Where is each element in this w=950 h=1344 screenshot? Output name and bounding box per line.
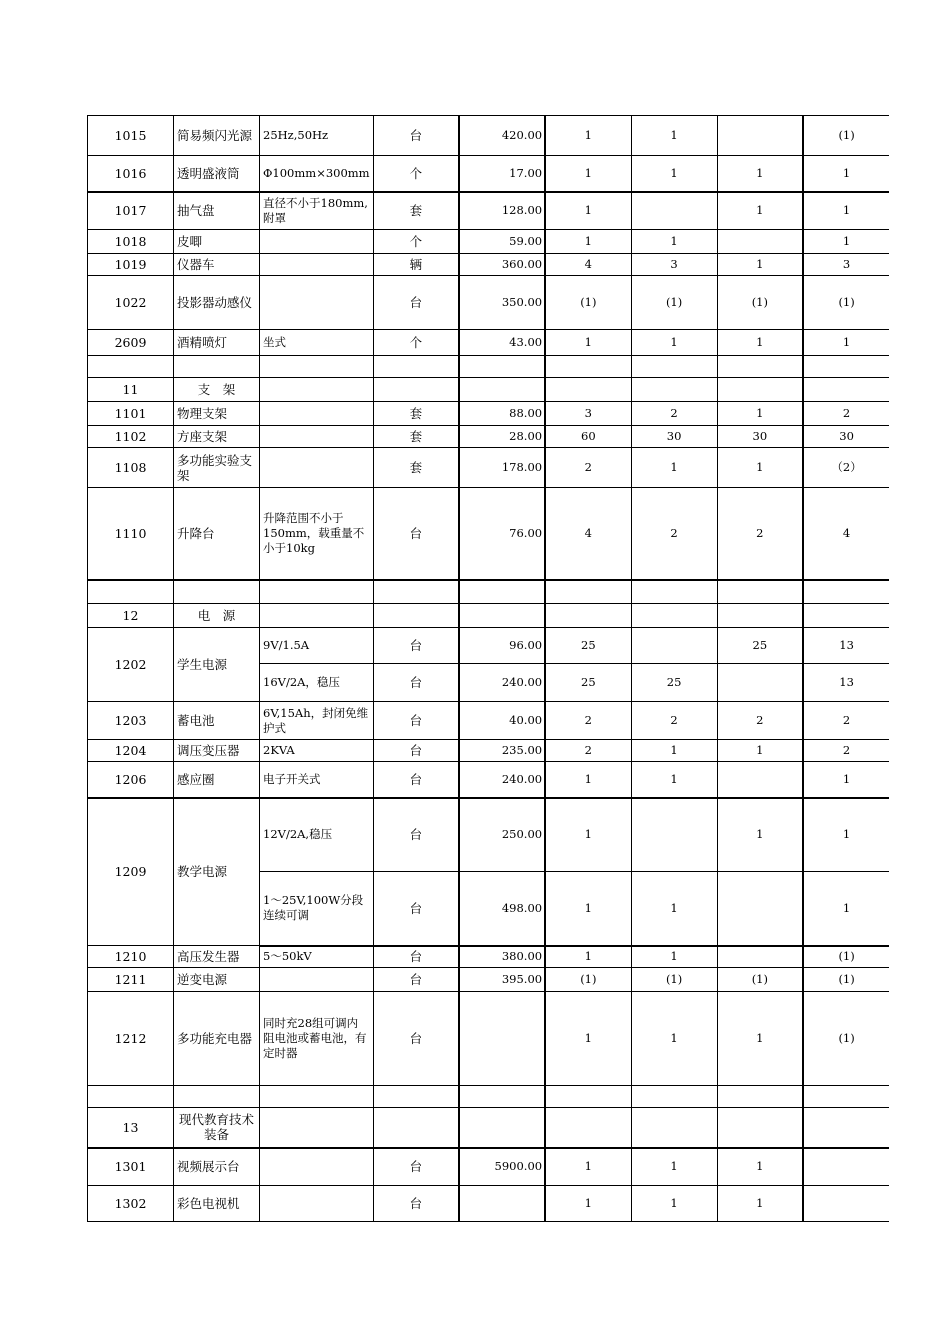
qty-col-4: 1 <box>803 798 889 872</box>
qty-col-3 <box>717 356 803 378</box>
item-code: 1203 <box>88 702 174 740</box>
qty-col-3 <box>717 946 803 968</box>
qty-col-1: (1) <box>545 968 631 992</box>
qty-col-3: 1 <box>717 1186 803 1222</box>
item-code: 1019 <box>88 254 174 276</box>
item-spec: 9V/1.5A <box>260 628 374 664</box>
item-price: 240.00 <box>459 762 545 798</box>
item-name: 仪器车 <box>174 254 260 276</box>
qty-col-1 <box>545 378 631 402</box>
item-code: 1204 <box>88 740 174 762</box>
item-name: 简易频闪光源 <box>174 116 260 156</box>
qty-col-3: 30 <box>717 426 803 448</box>
item-name: 感应圈 <box>174 762 260 798</box>
item-price: 395.00 <box>459 968 545 992</box>
qty-col-4 <box>803 604 889 628</box>
item-name: 高压发生器 <box>174 946 260 968</box>
qty-col-2 <box>631 798 717 872</box>
item-unit: 台 <box>373 740 459 762</box>
item-spec <box>260 230 374 254</box>
qty-col-1: 3 <box>545 402 631 426</box>
item-code: 1102 <box>88 426 174 448</box>
item-price: 380.00 <box>459 946 545 968</box>
item-price: 235.00 <box>459 740 545 762</box>
item-price: 5900.00 <box>459 1148 545 1186</box>
item-code: 1202 <box>88 628 174 702</box>
qty-col-1: 1 <box>545 116 631 156</box>
qty-col-2 <box>631 580 717 604</box>
qty-col-3 <box>717 580 803 604</box>
item-unit: 套 <box>373 448 459 488</box>
item-price: 350.00 <box>459 276 545 330</box>
item-code <box>88 356 174 378</box>
item-spec: 6V,15Ah，封闭免维护式 <box>260 702 374 740</box>
item-price: 178.00 <box>459 448 545 488</box>
item-price: 28.00 <box>459 426 545 448</box>
qty-col-2: 1 <box>631 992 717 1086</box>
qty-col-3: 2 <box>717 488 803 580</box>
qty-col-2: 25 <box>631 664 717 702</box>
qty-col-3 <box>717 1086 803 1108</box>
table-row <box>88 580 890 604</box>
equipment-table-sheet <box>87 115 889 1222</box>
item-name: 逆变电源 <box>174 968 260 992</box>
qty-col-3 <box>717 664 803 702</box>
item-price: 59.00 <box>459 230 545 254</box>
item-name: 多功能实验支架 <box>174 448 260 488</box>
qty-col-3: 1 <box>717 798 803 872</box>
item-code <box>88 1086 174 1108</box>
qty-col-4: (1) <box>803 992 889 1086</box>
item-code: 1301 <box>88 1148 174 1186</box>
qty-col-3 <box>717 378 803 402</box>
table-row <box>88 192 890 230</box>
qty-col-1 <box>545 1108 631 1148</box>
qty-col-3 <box>717 116 803 156</box>
item-unit: 台 <box>373 762 459 798</box>
item-unit <box>373 356 459 378</box>
qty-col-4: 1 <box>803 872 889 946</box>
qty-col-4 <box>803 378 889 402</box>
qty-col-2: 2 <box>631 702 717 740</box>
qty-col-1: 60 <box>545 426 631 448</box>
qty-col-4: 1 <box>803 762 889 798</box>
item-unit: 套 <box>373 426 459 448</box>
qty-col-4: 13 <box>803 628 889 664</box>
qty-col-4 <box>803 580 889 604</box>
qty-col-1 <box>545 580 631 604</box>
qty-col-1: 1 <box>545 330 631 356</box>
table-row <box>88 1148 890 1186</box>
item-unit: 台 <box>373 276 459 330</box>
table-row <box>88 448 890 488</box>
table-row <box>88 762 890 798</box>
item-spec <box>260 402 374 426</box>
qty-col-1: 2 <box>545 740 631 762</box>
qty-col-3: (1) <box>717 276 803 330</box>
table-row <box>88 604 890 628</box>
qty-col-1: 2 <box>545 448 631 488</box>
qty-col-2: 30 <box>631 426 717 448</box>
qty-col-3: 1 <box>717 740 803 762</box>
qty-col-1: 1 <box>545 156 631 192</box>
qty-col-4: （2） <box>803 448 889 488</box>
item-unit: 个 <box>373 330 459 356</box>
item-name: 调压变压器 <box>174 740 260 762</box>
item-unit: 个 <box>373 156 459 192</box>
item-spec: 同时充28组可调内阻电池或蓄电池，有定时器 <box>260 992 374 1086</box>
item-code: 1212 <box>88 992 174 1086</box>
item-unit: 台 <box>373 116 459 156</box>
item-unit: 台 <box>373 872 459 946</box>
item-name: 支 架 <box>174 378 260 402</box>
item-code: 1211 <box>88 968 174 992</box>
qty-col-4: 30 <box>803 426 889 448</box>
item-name: 蓄电池 <box>174 702 260 740</box>
item-price: 250.00 <box>459 798 545 872</box>
item-name: 投影器动感仪 <box>174 276 260 330</box>
item-price: 17.00 <box>459 156 545 192</box>
table-row <box>88 276 890 330</box>
qty-col-1: 1 <box>545 1186 631 1222</box>
item-spec: 25Hz,50Hz <box>260 116 374 156</box>
item-price <box>459 580 545 604</box>
item-unit: 个 <box>373 230 459 254</box>
item-code <box>88 580 174 604</box>
qty-col-3: 1 <box>717 192 803 230</box>
qty-col-4: 2 <box>803 740 889 762</box>
qty-col-2: 2 <box>631 402 717 426</box>
item-unit <box>373 378 459 402</box>
item-name: 物理支架 <box>174 402 260 426</box>
qty-col-3: 1 <box>717 254 803 276</box>
item-name: 方座支架 <box>174 426 260 448</box>
item-price: 76.00 <box>459 488 545 580</box>
qty-col-2: 1 <box>631 1186 717 1222</box>
qty-col-1: 1 <box>545 192 631 230</box>
item-spec <box>260 448 374 488</box>
qty-col-3: 1 <box>717 156 803 192</box>
item-spec <box>260 1186 374 1222</box>
item-price <box>459 604 545 628</box>
item-price: 43.00 <box>459 330 545 356</box>
qty-col-1: 1 <box>545 946 631 968</box>
item-name <box>174 1086 260 1108</box>
qty-col-3: (1) <box>717 968 803 992</box>
item-code: 13 <box>88 1108 174 1148</box>
item-code: 12 <box>88 604 174 628</box>
qty-col-1: 1 <box>545 230 631 254</box>
item-spec <box>260 1148 374 1186</box>
item-code: 1206 <box>88 762 174 798</box>
table-row <box>88 230 890 254</box>
qty-col-2 <box>631 1086 717 1108</box>
qty-col-2: 3 <box>631 254 717 276</box>
equipment-table <box>87 115 889 1222</box>
qty-col-3: 25 <box>717 628 803 664</box>
qty-col-4: 1 <box>803 156 889 192</box>
qty-col-1: 2 <box>545 702 631 740</box>
item-name: 教学电源 <box>174 798 260 946</box>
qty-col-2 <box>631 356 717 378</box>
item-spec: 1～25V,100W分段连续可调 <box>260 872 374 946</box>
qty-col-2: 1 <box>631 330 717 356</box>
item-spec <box>260 356 374 378</box>
table-row <box>88 116 890 156</box>
qty-col-4 <box>803 1148 889 1186</box>
qty-col-2: 1 <box>631 156 717 192</box>
qty-col-3 <box>717 604 803 628</box>
item-unit <box>373 1108 459 1148</box>
qty-col-1: 1 <box>545 992 631 1086</box>
table-row <box>88 356 890 378</box>
item-spec: 升降范围不小于150mm，载重量不小于10kg <box>260 488 374 580</box>
qty-col-2: 1 <box>631 762 717 798</box>
qty-col-2 <box>631 628 717 664</box>
item-code: 1108 <box>88 448 174 488</box>
item-code: 1015 <box>88 116 174 156</box>
item-price <box>459 992 545 1086</box>
qty-col-4: (1) <box>803 968 889 992</box>
item-unit: 台 <box>373 1186 459 1222</box>
item-spec: Φ100mm×300mm <box>260 156 374 192</box>
qty-col-1: 1 <box>545 1148 631 1186</box>
item-spec: 16V/2A，稳压 <box>260 664 374 702</box>
item-price: 96.00 <box>459 628 545 664</box>
qty-col-3: 1 <box>717 402 803 426</box>
item-price <box>459 1186 545 1222</box>
table-row <box>88 330 890 356</box>
item-price <box>459 356 545 378</box>
item-unit: 台 <box>373 628 459 664</box>
qty-col-3: 1 <box>717 330 803 356</box>
item-unit: 台 <box>373 702 459 740</box>
item-name: 多功能充电器 <box>174 992 260 1086</box>
item-price: 40.00 <box>459 702 545 740</box>
table-row <box>88 702 890 740</box>
qty-col-4: (1) <box>803 116 889 156</box>
item-spec <box>260 580 374 604</box>
table-row <box>88 1108 890 1148</box>
item-price: 498.00 <box>459 872 545 946</box>
item-unit: 台 <box>373 798 459 872</box>
qty-col-4: 2 <box>803 702 889 740</box>
item-unit: 台 <box>373 664 459 702</box>
qty-col-2: 1 <box>631 946 717 968</box>
qty-col-3 <box>717 230 803 254</box>
item-price <box>459 1108 545 1148</box>
item-name: 视频展示台 <box>174 1148 260 1186</box>
item-code: 11 <box>88 378 174 402</box>
qty-col-1: 4 <box>545 254 631 276</box>
qty-col-1 <box>545 604 631 628</box>
qty-col-2: 1 <box>631 740 717 762</box>
item-price: 240.00 <box>459 664 545 702</box>
table-row <box>88 488 890 580</box>
item-unit: 台 <box>373 992 459 1086</box>
item-code: 1017 <box>88 192 174 230</box>
qty-col-4: 1 <box>803 192 889 230</box>
item-spec: 直径不小于180mm,附罩 <box>260 192 374 230</box>
table-row <box>88 156 890 192</box>
item-unit: 台 <box>373 946 459 968</box>
table-row <box>88 968 890 992</box>
item-code: 1018 <box>88 230 174 254</box>
item-price <box>459 1086 545 1108</box>
item-name: 学生电源 <box>174 628 260 702</box>
qty-col-3: 1 <box>717 992 803 1086</box>
qty-col-1: 1 <box>545 762 631 798</box>
table-row <box>88 1186 890 1222</box>
item-unit: 台 <box>373 488 459 580</box>
qty-col-1 <box>545 1086 631 1108</box>
qty-col-4: 1 <box>803 330 889 356</box>
item-spec: 坐式 <box>260 330 374 356</box>
qty-col-2: (1) <box>631 276 717 330</box>
item-name: 抽气盘 <box>174 192 260 230</box>
item-code: 2609 <box>88 330 174 356</box>
item-price: 420.00 <box>459 116 545 156</box>
item-code: 1110 <box>88 488 174 580</box>
qty-col-1: 25 <box>545 664 631 702</box>
item-spec: 5～50kV <box>260 946 374 968</box>
table-row <box>88 628 890 664</box>
item-spec <box>260 254 374 276</box>
qty-col-4 <box>803 1186 889 1222</box>
qty-col-2 <box>631 378 717 402</box>
qty-col-4: 4 <box>803 488 889 580</box>
table-row <box>88 254 890 276</box>
table-row <box>88 740 890 762</box>
qty-col-2: (1) <box>631 968 717 992</box>
qty-col-4: (1) <box>803 946 889 968</box>
item-name: 皮唧 <box>174 230 260 254</box>
table-row <box>88 946 890 968</box>
item-name: 电 源 <box>174 604 260 628</box>
qty-col-2: 1 <box>631 116 717 156</box>
table-row <box>88 402 890 426</box>
table-row <box>88 378 890 402</box>
qty-col-2 <box>631 604 717 628</box>
qty-col-3 <box>717 872 803 946</box>
qty-col-1: (1) <box>545 276 631 330</box>
item-price: 88.00 <box>459 402 545 426</box>
item-code: 1016 <box>88 156 174 192</box>
item-spec <box>260 968 374 992</box>
item-name: 彩色电视机 <box>174 1186 260 1222</box>
item-unit: 台 <box>373 968 459 992</box>
qty-col-4: (1) <box>803 276 889 330</box>
item-name: 升降台 <box>174 488 260 580</box>
table-row <box>88 426 890 448</box>
qty-col-3: 1 <box>717 1148 803 1186</box>
item-spec <box>260 276 374 330</box>
qty-col-1 <box>545 356 631 378</box>
qty-col-3 <box>717 762 803 798</box>
item-spec <box>260 1108 374 1148</box>
qty-col-3: 2 <box>717 702 803 740</box>
item-code: 1101 <box>88 402 174 426</box>
qty-col-2: 1 <box>631 230 717 254</box>
qty-col-4: 3 <box>803 254 889 276</box>
item-spec <box>260 1086 374 1108</box>
qty-col-3 <box>717 1108 803 1148</box>
item-name: 透明盛液筒 <box>174 156 260 192</box>
qty-col-4: 2 <box>803 402 889 426</box>
qty-col-2: 1 <box>631 872 717 946</box>
qty-col-4: 13 <box>803 664 889 702</box>
qty-col-4 <box>803 356 889 378</box>
item-name <box>174 580 260 604</box>
qty-col-4: 1 <box>803 230 889 254</box>
item-unit: 套 <box>373 192 459 230</box>
item-spec <box>260 426 374 448</box>
item-unit: 台 <box>373 1148 459 1186</box>
table-row <box>88 992 890 1086</box>
item-price: 360.00 <box>459 254 545 276</box>
table-row <box>88 1086 890 1108</box>
item-spec: 2KVA <box>260 740 374 762</box>
item-price: 128.00 <box>459 192 545 230</box>
qty-col-1: 25 <box>545 628 631 664</box>
qty-col-4 <box>803 1108 889 1148</box>
qty-col-3: 1 <box>717 448 803 488</box>
qty-col-2: 1 <box>631 1148 717 1186</box>
qty-col-1: 1 <box>545 872 631 946</box>
table-row <box>88 798 890 872</box>
qty-col-4 <box>803 1086 889 1108</box>
equipment-table-body <box>88 116 890 1222</box>
qty-col-1: 1 <box>545 798 631 872</box>
qty-col-2 <box>631 192 717 230</box>
item-unit <box>373 1086 459 1108</box>
item-code: 1210 <box>88 946 174 968</box>
item-spec <box>260 378 374 402</box>
item-spec: 电子开关式 <box>260 762 374 798</box>
item-unit: 辆 <box>373 254 459 276</box>
item-unit: 套 <box>373 402 459 426</box>
qty-col-2: 2 <box>631 488 717 580</box>
item-code: 1209 <box>88 798 174 946</box>
item-spec <box>260 604 374 628</box>
item-name: 现代教育技术装备 <box>174 1108 260 1148</box>
item-price <box>459 378 545 402</box>
qty-col-2: 1 <box>631 448 717 488</box>
item-unit <box>373 580 459 604</box>
item-unit <box>373 604 459 628</box>
item-code: 1022 <box>88 276 174 330</box>
item-name: 酒精喷灯 <box>174 330 260 356</box>
item-name <box>174 356 260 378</box>
item-spec: 12V/2A,稳压 <box>260 798 374 872</box>
qty-col-1: 4 <box>545 488 631 580</box>
qty-col-2 <box>631 1108 717 1148</box>
item-code: 1302 <box>88 1186 174 1222</box>
